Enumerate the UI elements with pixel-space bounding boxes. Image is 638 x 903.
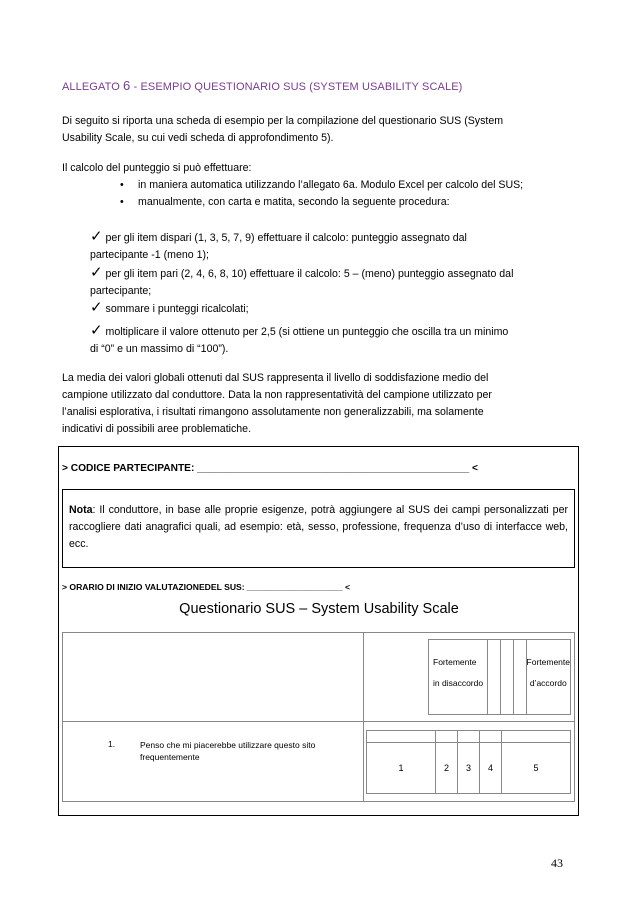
section-heading: ALLEGATO 6 - ESEMPIO QUESTIONARIO SUS (SYSTEM USABILITY SCALE)	[62, 78, 463, 93]
sus-table	[62, 632, 575, 802]
check-item-4: ✓ moltiplicare il valore ottenuto per 2,5 (si ottiene un punteggio che oscilla tra un minimo di “0” e un massimo di “100”).	[90, 322, 509, 355]
scale-header-cell	[364, 633, 575, 722]
scale-option-4[interactable]: 4	[480, 743, 502, 794]
scale-left-label: Fortemente in disaccordo	[429, 640, 488, 715]
scale-right-label: Fortemente d’accordo	[526, 640, 570, 715]
scale-header-table	[428, 639, 571, 715]
question-text: Penso che mi piacerebbe utilizzare questo sito frequentemente	[140, 740, 316, 762]
note-box	[62, 489, 575, 568]
check-item-2: ✓ per gli item pari (2, 4, 6, 8, 10) effettuare il calcolo: 5 – (meno) punteggio assegnato dal partecipante;	[90, 264, 514, 297]
bullet-icon: •	[120, 196, 124, 208]
header-empty-cell	[63, 633, 364, 722]
answer-cell-1	[364, 722, 575, 802]
scale-option-1[interactable]: 1	[367, 743, 436, 794]
page-number: 43	[551, 856, 563, 870]
checkmark-icon: ✓	[90, 264, 103, 281]
scale-header-row	[63, 633, 575, 722]
scale-option-5[interactable]: 5	[502, 743, 571, 794]
checkmark-icon: ✓	[90, 322, 103, 339]
question-number: 1.	[108, 739, 116, 749]
questionnaire-title: Questionario SUS – System Usability Scale	[179, 601, 459, 617]
closing-paragraph: La media dei valori globali ottenuti dal SUS rappresenta il livello di soddisfazione medio del campione utilizzato dal conduttore. Data la non rappresentatività del campione utilizzato per l’analisi esplorativa, i risultati rimangono assolutamente non generalizzabili, ma solamente indicativi di possibili aree problematiche.	[62, 372, 492, 435]
check-item-1: ✓ per gli item dispari (1, 3, 5, 7, 9) effettuare il calcolo: punteggio assegnato dal partecipante -1 (meno 1);	[90, 228, 467, 261]
note-label: Nota	[69, 504, 93, 516]
participant-code-field[interactable]: > CODICE PARTECIPANTE: ________________________________________________ <	[62, 463, 478, 474]
bullet-icon: •	[120, 179, 124, 191]
checkmark-icon: ✓	[90, 299, 103, 316]
scale-option-2[interactable]: 2	[436, 743, 458, 794]
scale-option-3[interactable]: 3	[458, 743, 480, 794]
calc-intro: Il calcolo del punteggio si può effettuare:	[62, 162, 252, 174]
checkmark-icon: ✓	[90, 228, 103, 245]
heading-parenthetical: SYSTEM USABILITY SCALE	[312, 81, 459, 93]
check-item-3: ✓ sommare i punteggi ricalcolati;	[90, 299, 249, 316]
intro-paragraph: Di seguito si riporta una scheda di esempio per la compilazione del questionario SUS (System Usability Scale, su cui vedi scheda di approfondimento 5).	[62, 115, 504, 144]
start-time-field[interactable]: > ORARIO DI INIZIO VALUTAZIONEDEL SUS: ____________________ <	[62, 582, 351, 592]
heading-number: 6	[123, 78, 131, 93]
answer-scale-table	[366, 730, 571, 794]
question-row-1	[63, 722, 575, 802]
note-text: : Il conduttore, in base alle proprie esigenze, potrà aggiungere al SUS dei campi personalizzati per raccogliere dati anagrafici quali, ad esempio: età, sesso, professione, frequenza d’uso di interfacce web, ecc.	[69, 504, 568, 550]
bullet-item-2: • manualmente, con carta e matita, secondo la seguente procedura:	[120, 194, 590, 211]
question-cell-1	[63, 722, 364, 802]
bullet-item-1: • in maniera automatica utilizzando l’allegato 6a. Modulo Excel per calcolo del SUS;	[120, 177, 590, 194]
